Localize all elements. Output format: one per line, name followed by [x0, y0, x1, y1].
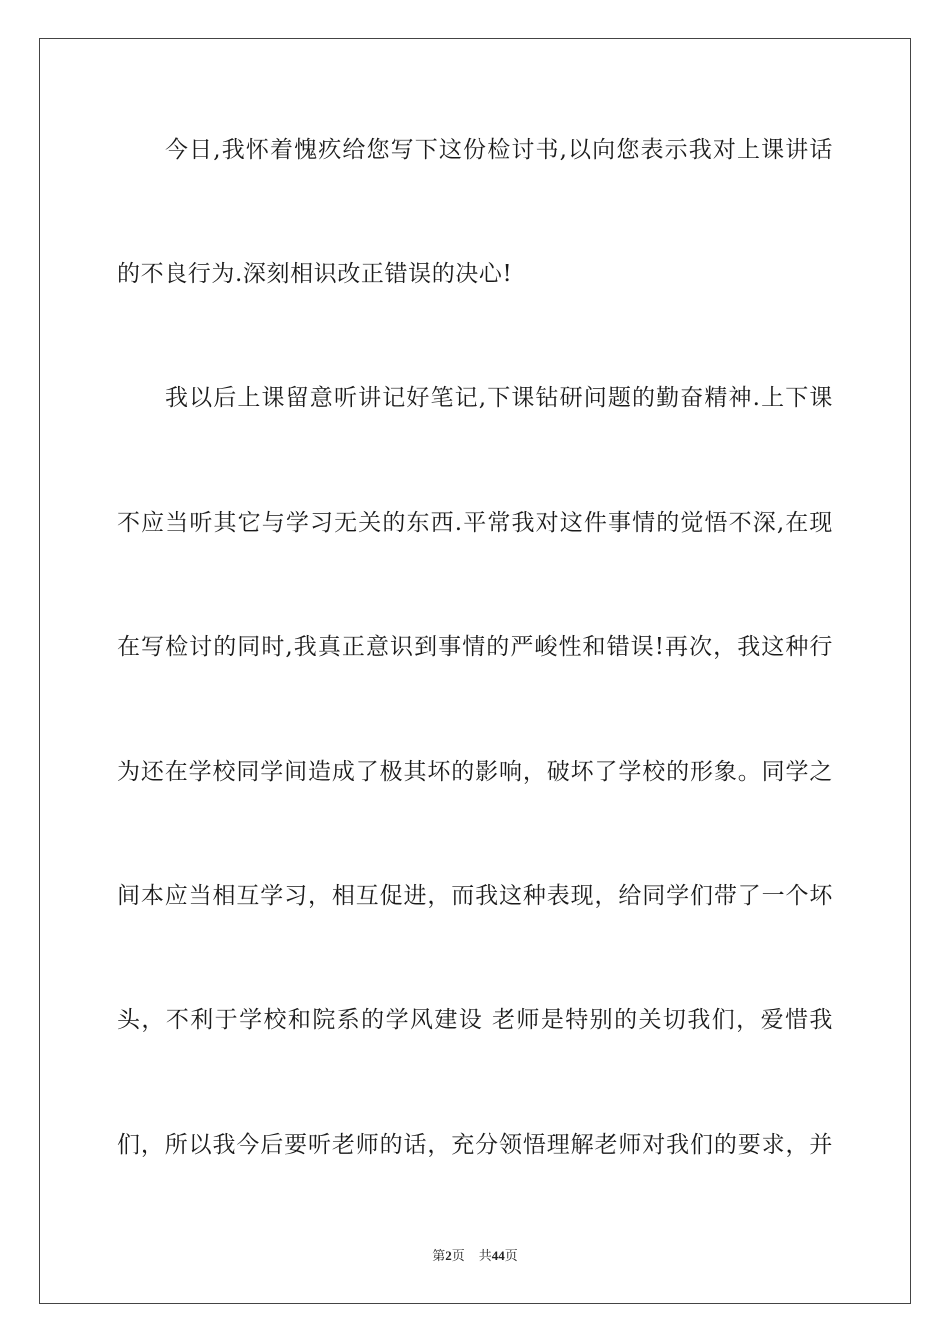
paragraph-2-line-3: 在写检讨的同时,我真正意识到事情的严峻性和错误!再次，我这种行	[117, 634, 833, 660]
paragraph-1-line-1: 今日,我怀着愧疚给您写下这份检讨书,以向您表示我对上课讲话	[165, 137, 833, 163]
page-label: 第2页	[432, 1248, 465, 1263]
paragraph-2-line-5: 间本应当相互学习，相互促进，而我这种表现，给同学们带了一个坏	[117, 883, 833, 909]
paragraph-2-line-6: 头，不利于学校和院系的学风建设 老师是特别的关切我们，爱惜我	[117, 1007, 833, 1033]
page-footer	[0, 1247, 950, 1265]
paragraph-2-line-4: 为还在学校同学间造成了极其坏的影响，破坏了学校的形象。同学之	[117, 759, 833, 785]
page-border	[39, 38, 911, 1304]
paragraph-2-line-2: 不应当听其它与学习无关的东西.平常我对这件事情的觉悟不深,在现	[117, 510, 833, 536]
page-number: 2	[445, 1248, 452, 1263]
paragraph-1-line-2: 的不良行为.深刻相识改正错误的决心!	[117, 261, 513, 287]
total-pages-number: 44	[491, 1248, 505, 1263]
paragraph-2-line-1: 我以后上课留意听讲记好笔记,下课钻研问题的勤奋精神.上下课	[165, 385, 833, 411]
paragraph-2-line-7: 们，所以我今后要听老师的话，充分领悟理解老师对我们的要求，并	[117, 1132, 833, 1158]
total-pages-label: 共44页	[478, 1248, 518, 1263]
